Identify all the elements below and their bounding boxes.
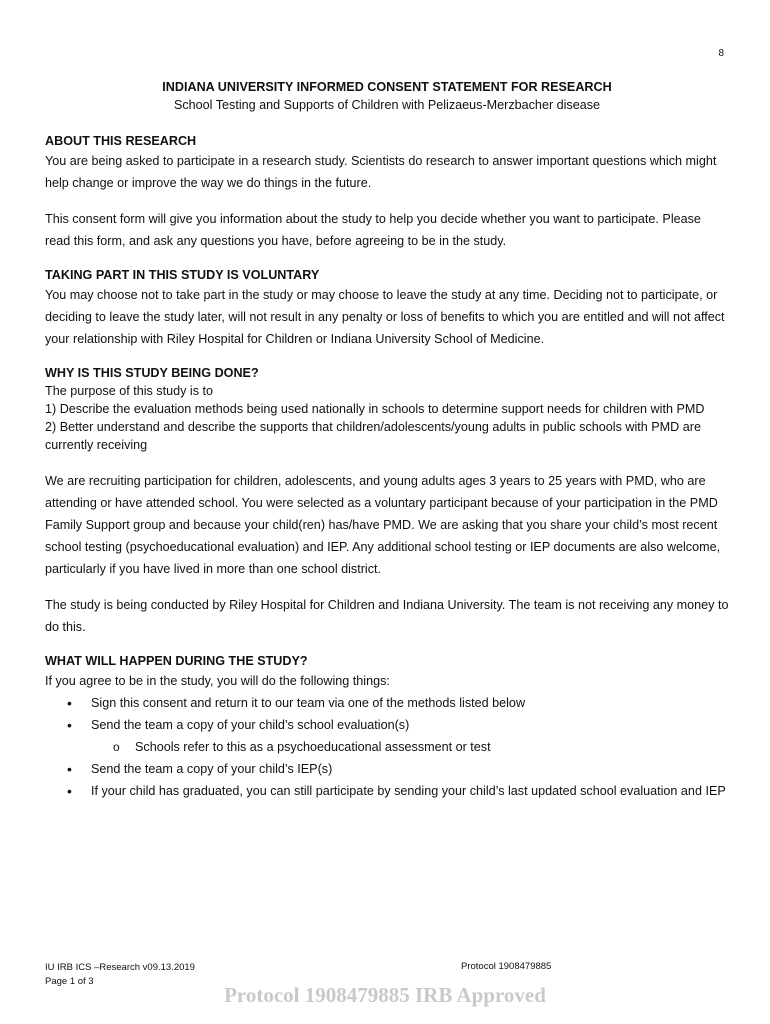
- list-item: • Send the team a copy of your child’s school evaluation(s): [45, 714, 729, 736]
- document-subtitle: School Testing and Supports of Children with Pelizaeus-Merzbacher disease: [173, 98, 601, 112]
- section-why: [45, 364, 729, 638]
- happen-list: [45, 692, 729, 802]
- about-paragraph-2: This consent form will give you information about the study to help you decide whether you want to participate. Please read this form, and ask any questions you have, before agreeing to be in the study.: [45, 212, 701, 248]
- page-number: 8: [718, 48, 724, 59]
- section-about: [45, 132, 729, 252]
- footer-protocol: Protocol 1908479885: [461, 961, 552, 972]
- why-item-2: 2) Better understand and describe the supports that children/adolescents/young adults in public schools with PMD are currently receiving: [45, 420, 701, 452]
- section-heading-voluntary: TAKING PART IN THIS STUDY IS VOLUNTARY: [45, 268, 320, 282]
- section-happen: [45, 652, 729, 802]
- about-paragraph-1: You are being asked to participate in a research study. Scientists do research to answer important questions which might help change or improve the way we do things in the future.: [45, 154, 717, 190]
- footer-version: IU IRB ICS –Research v09.13.2019: [45, 962, 195, 973]
- list-sub-item: o Schools refer to this as a psychoeducational assessment or test: [45, 736, 729, 758]
- list-item: • Sign this consent and return it to our team via one of the methods listed below: [45, 692, 729, 714]
- list-item: • If your child has graduated, you can still participate by sending your child’s last updated school evaluation and IEP: [45, 780, 729, 802]
- happen-intro: If you agree to be in the study, you will do the following things:: [45, 674, 390, 688]
- why-paragraph-2: We are recruiting participation for children, adolescents, and young adults ages 3 years to 25 years with PMD, who are attending or have attended school. You were selected as a voluntary participant because of your participation in the PMD Family Support group and because your child(ren) has/have PMD. We are asking that you share your child’s most recent school testing (psychoeducational evaluation) and IEP. Any additional school testing or IEP documents are also welcome, particularly if you have lived in more than one school district.: [45, 474, 721, 576]
- section-heading-happen: WHAT WILL HAPPEN DURING THE STUDY?: [45, 654, 308, 668]
- why-item-1: 1) Describe the evaluation methods being used nationally in schools to determine support needs for children with PMD: [45, 402, 705, 416]
- list-item: • Send the team a copy of your child’s IEP(s): [45, 758, 729, 780]
- section-heading-why: WHY IS THIS STUDY BEING DONE?: [45, 366, 259, 380]
- document-body: [45, 78, 729, 802]
- section-voluntary: [45, 266, 729, 350]
- voluntary-paragraph: You may choose not to take part in the study or may choose to leave the study at any time. Deciding not to participate, or deciding to leave the study later, will not result in any penalty or loss of benefits to which you are entitled and will not affect your relationship with Riley Hospital for Children or Indiana University School of Medicine.: [45, 288, 725, 346]
- document-title: INDIANA UNIVERSITY INFORMED CONSENT STATEMENT FOR RESEARCH: [162, 80, 612, 94]
- footer-page: Page 1 of 3: [45, 976, 94, 987]
- section-heading-about: ABOUT THIS RESEARCH: [45, 134, 197, 148]
- why-paragraph-3: The study is being conducted by Riley Hospital for Children and Indiana University. The team is not receiving any money to do this.: [45, 598, 729, 634]
- irb-watermark: Protocol 1908479885 IRB Approved: [224, 983, 546, 1007]
- why-intro: The purpose of this study is to: [45, 384, 214, 398]
